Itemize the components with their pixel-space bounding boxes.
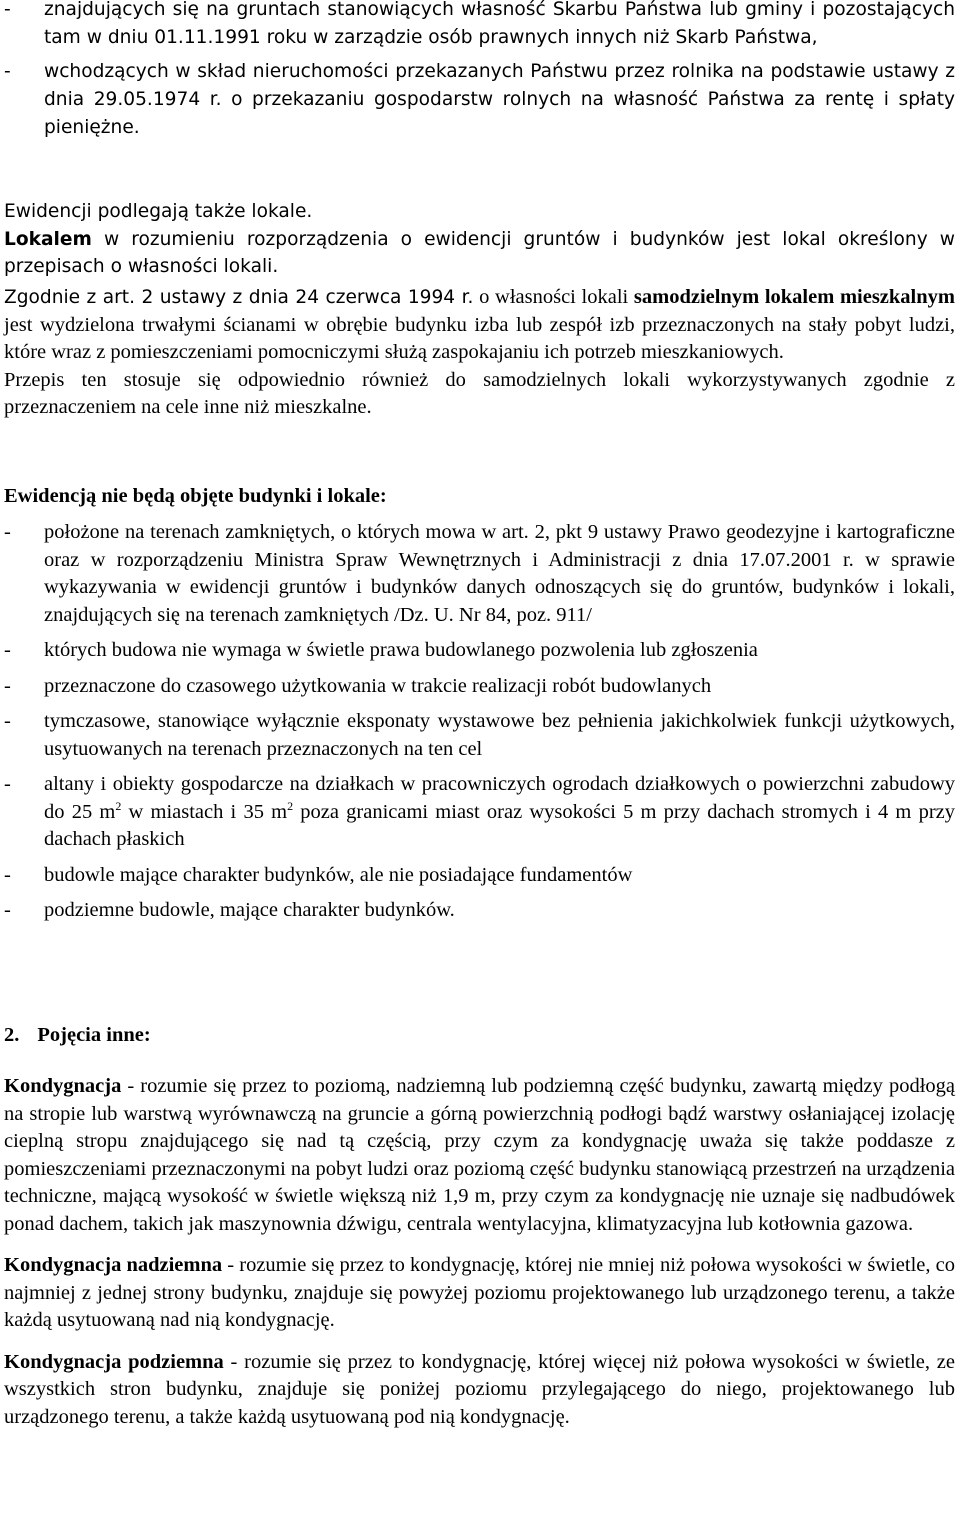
samodzielny-section <box>4 284 955 422</box>
section-2-heading <box>4 1022 955 1050</box>
definition-term: Kondygnacja podziemna <box>4 1350 224 1373</box>
exclusions-list <box>4 519 955 925</box>
samodzielny-def: jest wydzielona trwałymi ścianami w obrębie budynku izba lub zespół izb przeznaczonych na stały pobyt ludzi, które wraz z pomieszczeniami pomocniczymi służą zaspokajaniu ich potrzeb mieszkaniowych. <box>4 313 955 364</box>
definition-paragraph <box>4 1252 955 1335</box>
list-item-text: przeznaczone do czasowego użytkowania w trakcie realizacji robót budowlanych <box>44 674 712 697</box>
list-item-text: znajdujących się na gruntach stanowiących własność Skarbu Państwa lub gminy i pozostających tam w dniu 01.11.1991 roku w zarządzie osób prawnych innych niż Skarb Państwa, <box>44 0 955 48</box>
definition-text: - rozumie się przez to kondygnację, której więcej niż połowa wysokości w świetle, ze wszystkich stron budynku, znajduje się poniżej poziomu przylegającego do niego, projektowanego lub urządzonego terenu, a także każdą usytuowaną pod nią kondygnację. <box>4 1350 956 1428</box>
list-item-text: podziemne budowle, mające charakter budynków. <box>44 899 455 921</box>
zgodnie-start: Zgodnie z art. 2 ustawy z dnia 24 czerwca 1994 r. <box>4 287 474 308</box>
list-dash: - <box>4 899 11 921</box>
samodzielny-term: samodzielnym lokalem mieszkalnym <box>633 286 955 308</box>
list-item-text: wchodzących w skład nieruchomości przekazanych Państwu przez rolnika na podstawie ustawy z dnia 29.05.1974 r. o przekazaniu gospodarstw rolnych na własność Państwa za rentę i spłaty pieniężne. <box>44 61 955 138</box>
definition-term: Kondygnacja <box>4 1075 122 1097</box>
list-item-text: których budowa nie wymaga w świetle prawa budowlanego pozwolenia lub zgłoszenia <box>44 639 758 661</box>
list-dash: - <box>4 773 11 795</box>
list-dash: - <box>4 710 11 732</box>
samodzielny-paragraph <box>4 284 955 367</box>
section-title: Pojęcia inne: <box>37 1024 151 1046</box>
list-item <box>4 0 955 51</box>
lokal-definition <box>4 226 955 281</box>
definition-text: - rozumie się przez to poziomą, nadziemną lub podziemną część budynku, zawartą między podłogą na stropie lub warstwą wyrównawczą na gruncie a górną powierzchnią podłogi bądź warstwy osłaniającej izolację cieplną stropu znajdującego się nad tą częścią, przy czym za kondygnację uważa się także poddasze z pomieszczeniami przeznaczonymi na pobyt ludzi oraz poziomą część budynku stanowiącą przestrzeń na urządzenia techniczne, mającą wysokość w świetle większą niż 1,9 m, przy czym za kondygnację nie uznaje się nadbudówek ponad dachem, takich jak maszynownia dźwigu, centrala wentylacyjna, klimatyzacyjna lub kotłownia gazowa. <box>4 1075 955 1235</box>
list-item <box>4 862 955 890</box>
list-item <box>4 771 955 854</box>
definitions <box>4 1073 955 1431</box>
list-dash: - <box>4 61 11 83</box>
list-item-text: tymczasowe, stanowiące wyłącznie eksponaty wystawowe bez pełnienia jakichkolwiek funkcji użytkowych, usytuowanych na terenach przeznaczonych na ten cel <box>44 710 955 760</box>
list-item <box>4 708 955 763</box>
list-item-text: budowle mające charakter budynków, ale nie posiadające fundamentów <box>44 863 633 886</box>
lokale-section <box>4 198 955 281</box>
list-dash: - <box>4 0 11 20</box>
list-item <box>4 58 955 141</box>
list-item <box>4 673 955 701</box>
list-dash: - <box>4 863 11 886</box>
list-dash: - <box>4 674 11 697</box>
exclusions-heading: Ewidencją nie będą objęte budynki i lokale: <box>4 485 387 507</box>
list-item-text: położone na terenach zamkniętych, o których mowa w art. 2, pkt 9 ustawy Prawo geodezyjne i kartograficzne oraz w rozporządzeniu Ministra Spraw Wewnętrznych i Administracji z dnia 17.07.2001 r. w sprawie wykazywania w ewidencji gruntów i budynków danych odnoszących się do gruntów, budynków i lokali, znajdujących się na terenach zamkniętych /Dz. U. Nr 84, poz. 911/ <box>44 521 955 626</box>
przepis-paragraph: Przepis ten stosuje się odpowiednio również do samodzielnych lokali wykorzystywanych zgodnie z przeznaczeniem na cele inne niż mieszkalne. <box>4 368 955 419</box>
definition-paragraph <box>4 1073 955 1238</box>
section-number: 2. <box>4 1024 20 1046</box>
list-item-text: altany i obiekty gospodarcze na działkach w pracowniczych ogrodach działkowych o powierzchni zabudowy do 25 $m^2$ w miastach i 35 $m^2$ poza granicami miast oraz wysokości 5 m przy dachach stromych i 4 m przy dachach płaskich <box>44 773 955 850</box>
lokal-term: Lokalem <box>4 228 92 250</box>
list-dash: - <box>4 639 11 661</box>
list-item <box>4 897 955 925</box>
list-item <box>4 637 955 665</box>
list-item <box>4 519 955 629</box>
definition-text: - rozumie się przez to kondygnację, której nie mniej niż połowa wysokości w świetle, co najmniej z jednej strony budynku, znajduje się powyżej poziomu projektowanego lub urządzonego terenu, a także każdą usytuowaną nad nią kondygnację. <box>4 1254 955 1331</box>
lokal-def-text: w rozumieniu rozporządzenia o ewidencji gruntów i budynków jest lokal określony w przepisach o własności lokali. <box>4 228 955 278</box>
definition-term: Kondygnacja nadziemna <box>4 1254 223 1276</box>
top-list <box>4 0 955 142</box>
zgodnie-mid: o własności lokali <box>473 286 634 308</box>
list-dash: - <box>4 521 11 543</box>
definition-paragraph <box>4 1349 955 1432</box>
lokale-intro: Ewidencji podlegają także lokale. <box>4 201 313 222</box>
